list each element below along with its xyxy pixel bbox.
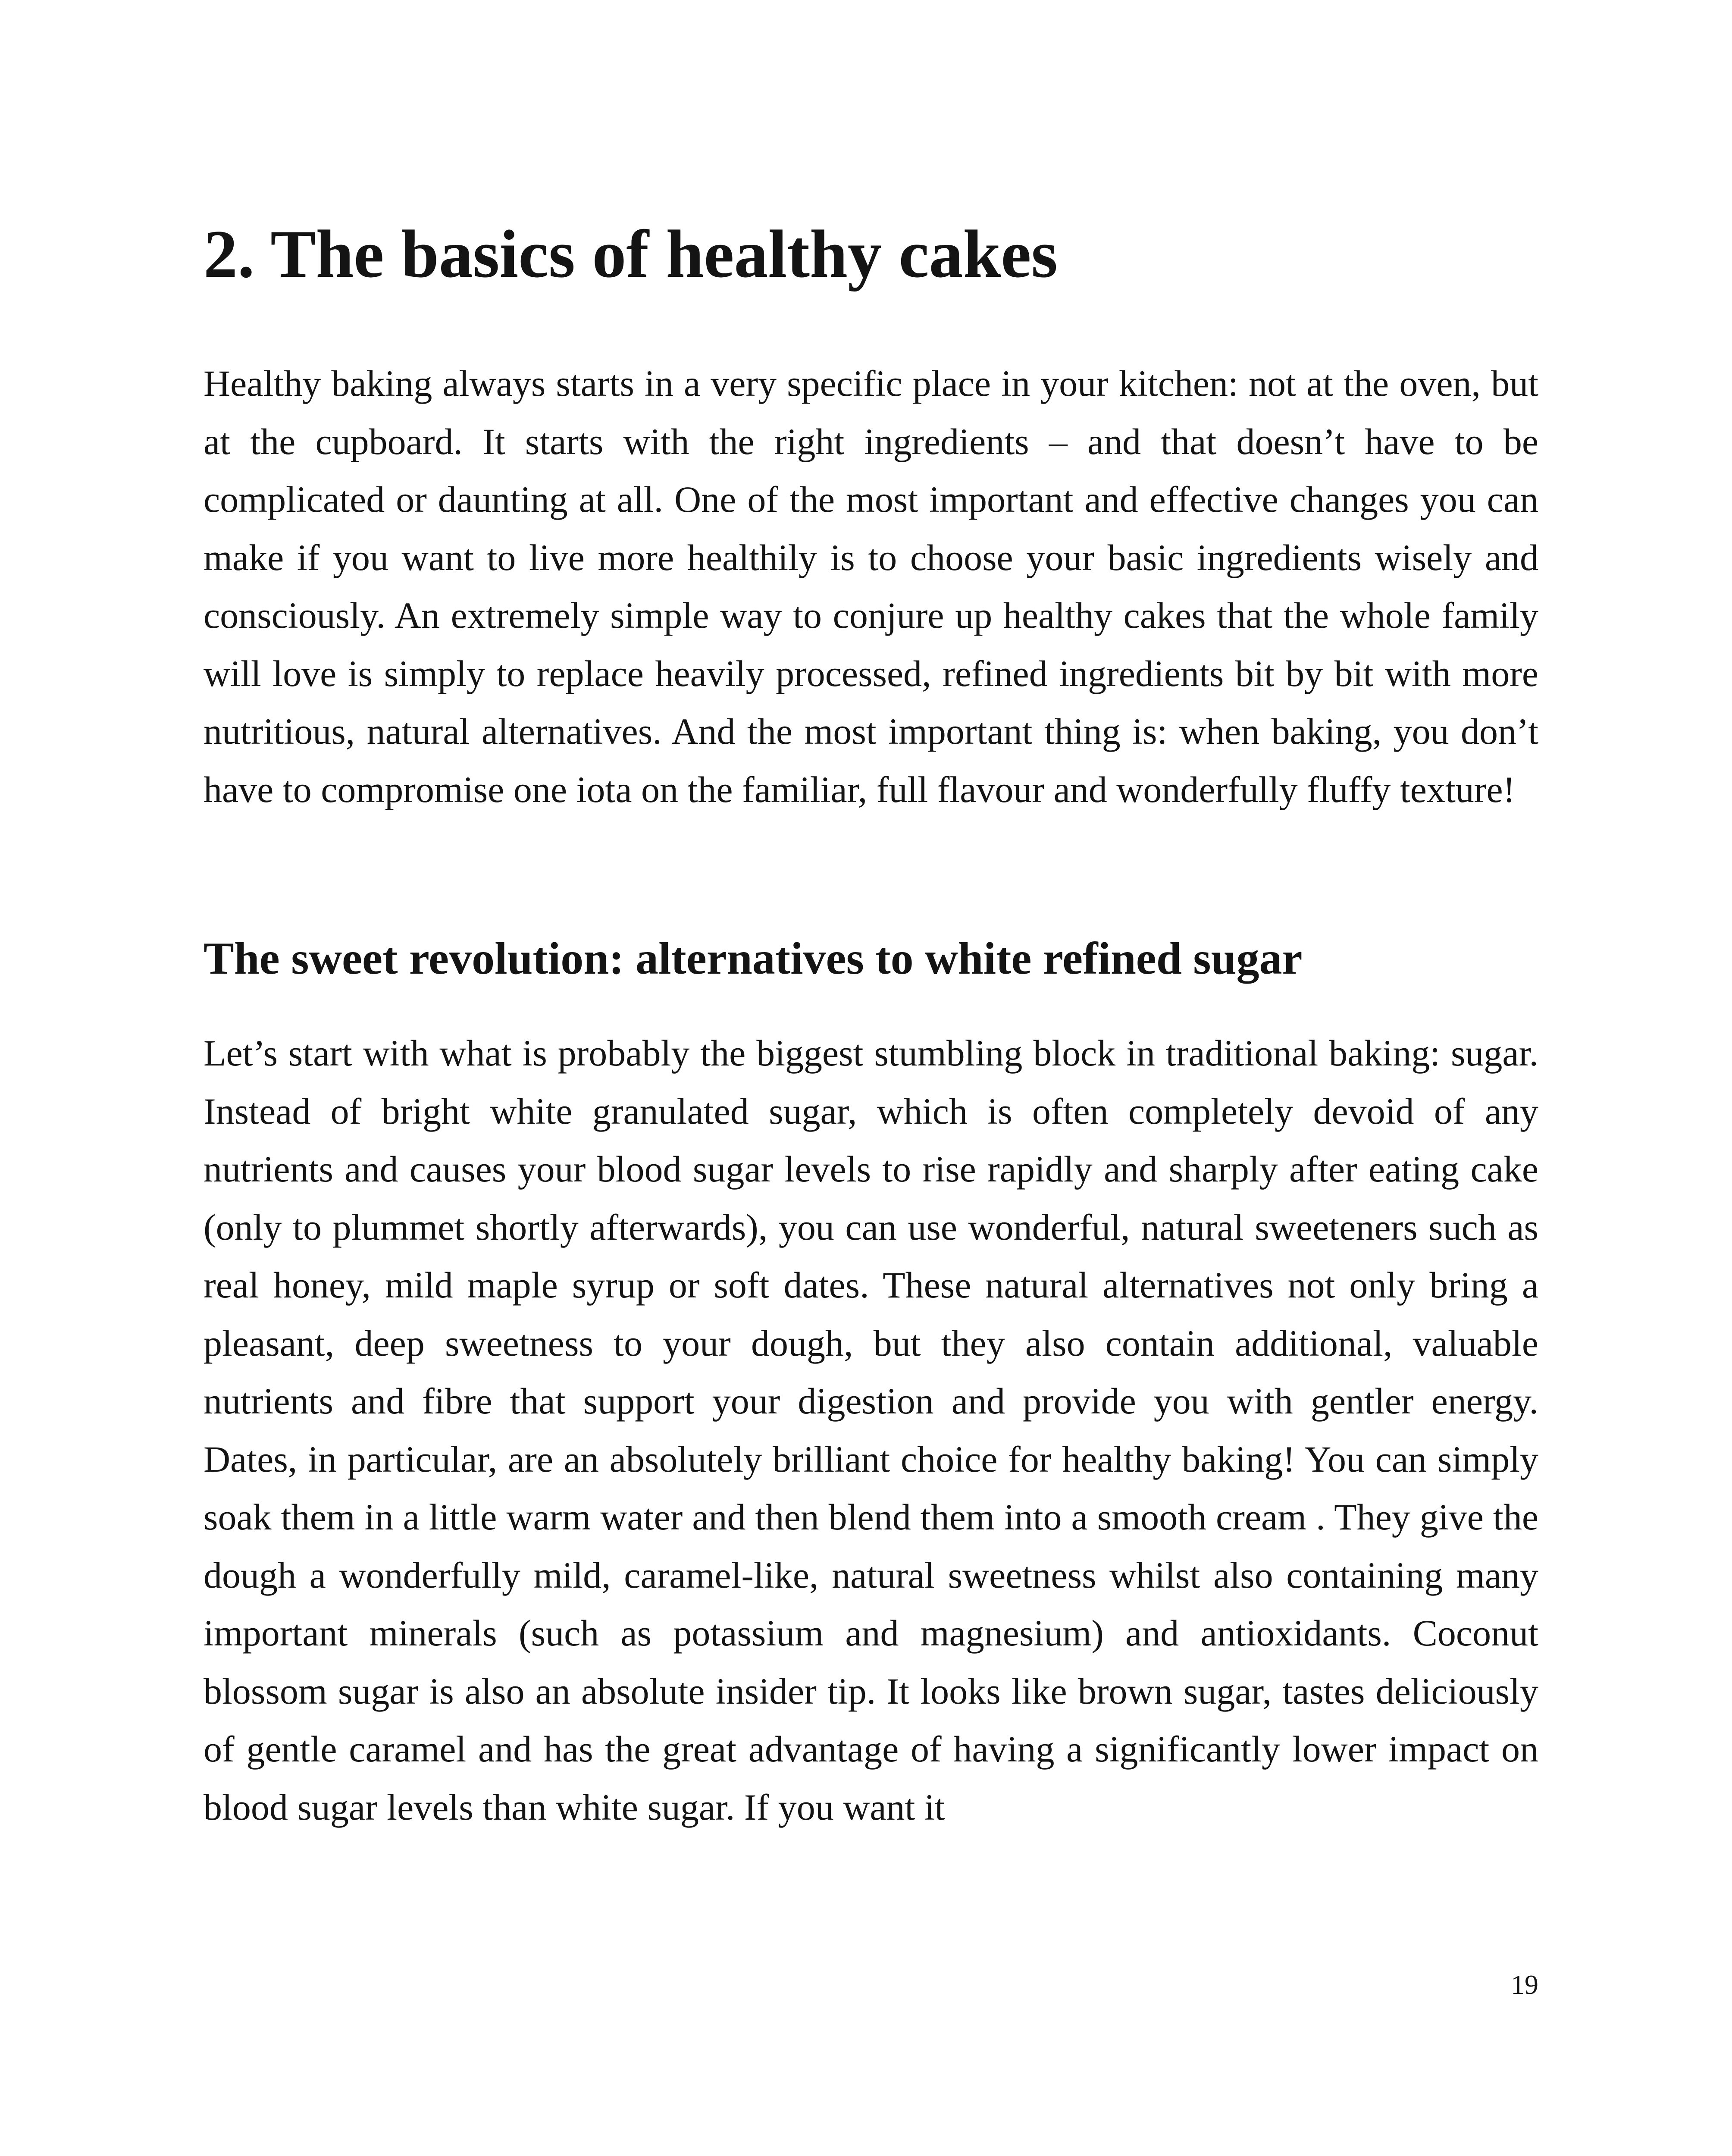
section-heading: The sweet revolution: alternatives to white refined sugar xyxy=(204,933,1303,984)
intro-paragraph: Healthy baking always starts in a very specific place in your kitchen: not at the oven, but at the cupboard. It starts with the right ingredients – and that doesn’t have to be complicated or daunting at all. One of the most important and effective changes you can make if you want to live more healthily is to choose your basic ingredients wisely and consciously. An extremely simple way to conjure up healthy cakes that the whole family will love is simply to replace heavily processed, refined ingredients bit by bit with more nutritious, natural alternatives. And the most important thing is: when baking, you don’t have to compromise one iota on the familiar, full flavour and wonderfully fluffy texture! xyxy=(204,363,1538,810)
chapter-title: 2. The basics of healthy cakes xyxy=(204,216,1058,292)
page-number: 19 xyxy=(1511,1969,1538,2000)
section-paragraph: Let’s start with what is probably the biggest stumbling block in traditional baking: sugar. Instead of bright white granulated sugar, which is often completely devoid of any nutrients and causes your blood sugar levels to rise rapidly and sharply after eating cake (only to plummet shortly afterwards), you can use wonderful, natural sweeteners such as real honey, mild maple syrup or soft dates. These natural alternatives not only bring a pleasant, deep sweetness to your dough, but they also contain additional, valuable nutrients and fibre that support your digestion and provide you with gentler energy. Dates, in particular, are an absolutely brilliant choice for healthy baking! You can simply soak them in a little warm water and then blend them into a smooth cream . They give the dough a wonderfully mild, caramel-like, natural sweetness whilst also containing many important minerals (such as potassium and magnesium) and antioxidants. Coconut blossom sugar is also an absolute insider tip. It looks like brown sugar, tastes deliciously of gentle caramel and has the great advantage of having a significantly lower impact on blood sugar levels than white sugar. If you want it xyxy=(204,1032,1538,1828)
